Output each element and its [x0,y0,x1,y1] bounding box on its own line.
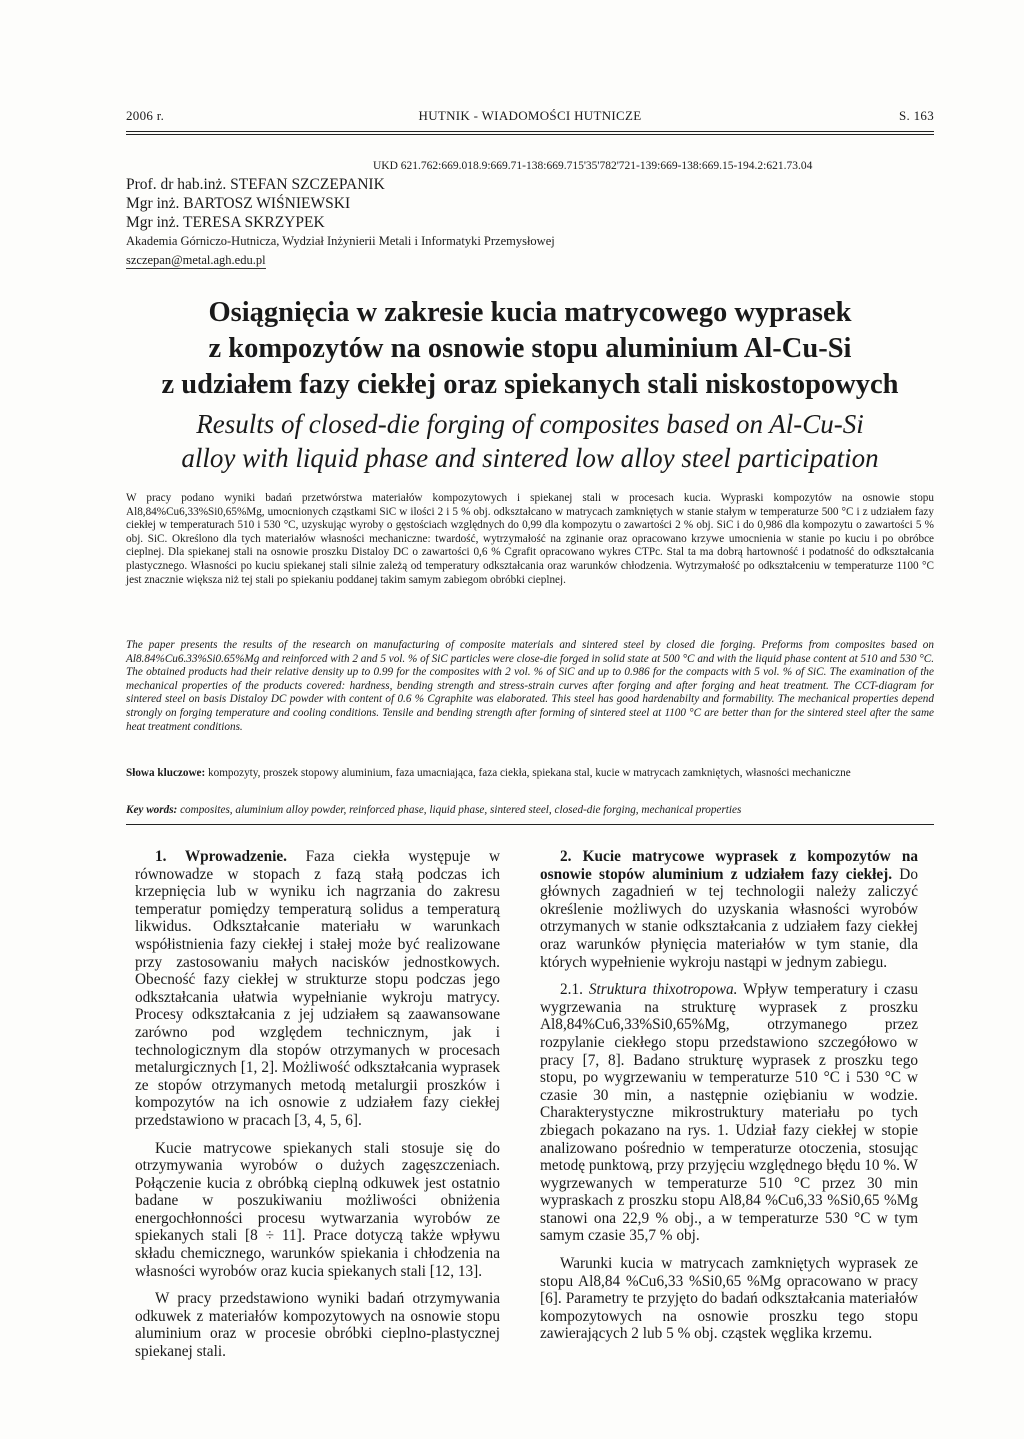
header-year: 2006 r. [126,108,165,123]
section-2-text-1: Do głównych zagadnień w tej technologii należy zaliczyć określenie możliwych do uzyskania własności wyrobów otrzymanych w stanie odkształcania z udziałem fazy ciekłej oraz warunków płynięcia materiałów w tym stanie, dla których wypełnienie wykroju nastąpi w jednym zabiegu. [540,865,918,971]
affiliation: Akademia Górniczo-Hutnicza, Wydział Inżynierii Metali i Informatyki Przemysłowej [126,234,555,248]
author-1: Prof. dr hab.inż. STEFAN SZCZEPANIK [126,176,385,193]
section-2-1-title: Struktura thixotropowa. [588,981,738,999]
abstract-polish: W pracy podano wyniki badań przetwórstwa materiałów kompozytowych i spiekanej stali w procesach kucia. Wypraski kompozytów na osnowie stopu Al8,84%Cu6,33%Si0,65%Mg, umocnionych cząstkami SiC w ilości 2 i 5 % obj. odkształcano w matrycach zamkniętych w stanie stałym w temperaturze 500 °C i z udziałem fazy ciekłej w temperaturach 510 i 530 °C, uzyskując wyroby o gęstościach względnych do 0,99 dla kompozytu o zawartości 2 % obj. SiC i do 0,986 dla kompozytu o zawartości 5 % obj. SiC. Określono dla tych materiałów własności mechaniczne: twardość, wytrzymałość na zginanie oraz opracowano krzywe umocnienia w stanie po kuciu i po obróbce cieplnej. Dla spiekanej stali na osnowie proszku Distaloy DC o zawartości 0,6 % Cgrafit opracowano wykres CTPc. Stal ta ma dobrą hartowność i podatność do odkształcania plastycznego. Własności po kuciu spiekanej stali silnie zależą od temperatury odkształcania oraz warunków chłodzenia. Wytrzymałość po odkształceniu w temperaturze 1100 °C jest znacznie większa niż tej stali po spiekaniu poddanej takim samym zabiegom obróbki cieplnej. [126,492,934,586]
section-1-paragraph-3: W pracy przedstawiono wyniki badań otrzymywania odkuwek z materiałów kompozytowych na osnowie stopu aluminium oraz w procesie obróbki cieplno-plastycznej spiekanej stali. [135,1290,500,1361]
title-en-line-2: alloy with liquid phase and sintered low alloy steel participation [181,443,879,473]
section-1-text-1: Faza ciekła występuje w równowadze w stopach z fazą stałą podczas ich krzepnięcia lub w wyniku ich nagrzania do zakresu temperatur pomiędzy temperaturą solidus a temperaturą likwidus. Odkształcanie materiału w warunkach współistnienia fazy ciekłej i stałej może być realizowane przy zastosowaniu małych nacisków jednostkowych. Obecność fazy ciekłej w strukturze stopu podczas jego odkształcania ułatwia wypełnianie wykroju matrycy. Procesy odkształcania z jej udziałem są zaawansowane zarówno pod względem technicznym, jak i technologicznym dla stopów otrzymanych w procesach metalurgicznych [1, 2]. Możliwość odkształcania wyprasek ze stopów otrzymanych metodą metalurgii proszków i kompozytów na ich osnowie z udziałem fazy ciekłej przedstawiono w pracach [3, 4, 5, 6]. [135,848,501,1129]
title-pl-line-2: z kompozytów na osnowie stopu aluminium Al-Cu-Si [208,333,852,364]
title-pl-line-1: Osiągnięcia w zakresie kucia matrycowego wyprasek [208,297,852,328]
affiliation-block [126,232,555,270]
keywords-pl-label: Słowa kluczowe: [126,767,206,779]
header-page-number: S. 163 [898,108,934,123]
keywords-polish [126,767,934,781]
abstract-divider [126,824,934,825]
keywords-en-label: Key words: [126,804,178,816]
section-1-heading: 1. Wprowadzenie. [155,848,287,865]
section-2-1-text-1: Wpływ temperatury i czasu wygrzewania na strukturę wyprasek z proszku Al8,84%Cu6,33%Si0,65%Mg, otrzymanego przez rozpylanie ciekłego stopu przedstawiono szczegółowo w pracy [7, 8]. Badano strukturę wyprasek z proszku tego stopu, po wygrzewaniu w temperaturze 510 °C i 530 °C w czasie 30 min, a następnie oziębianiu w wodzie. Charakterystyczne mikrostruktury materiału po tych zbiegach pokazano na rys. 1. Udział fazy ciekłej w stopie analizowano pośrednio w temperaturze otoczenia, stosując metodę punktową, przy przyjęciu względnego błędu 10 %. W wygrzewanych w temperaturze 510 °C przez 30 min wypraskach z proszku stopu Al8,84 %Cu6,33 %Si0,65 %Mg stanowi ona 22,9 % obj., a w temperaturze 530 °C w tym samym czasie 35,7 % obj. [540,981,918,1245]
author-2: Mgr inż. BARTOSZ WIŚNIEWSKI [126,195,351,212]
ukd-classification: UKD 621.762:669.018.9:669.71-138:669.715'35'782'721-139:669-138:669.15-194.2:621.73.04 [373,160,813,172]
section-2-heading: 2. Kucie matrycowe wyprasek z kompozytów na osnowie stopów aluminium z udziałem fazy ciekłej. [540,848,918,883]
title-english [110,407,950,475]
section-2-paragraph-1 [540,848,918,971]
author-email[interactable]: szczepan@metal.agh.edu.pl [126,253,266,267]
author-list [126,175,385,232]
body-column-right [540,848,918,1353]
keywords-english [126,804,934,818]
header-rule-bottom [126,134,934,135]
author-3: Mgr inż. TERESA SKRZYPEK [126,214,325,231]
abstract-english: The paper presents the results of the research on manufacturing of composite materials and sintered steel by closed die forging. Preforms from composites based on Al8.84%Cu6.33%Si0.65%Mg and reinforced with 2 and 5 vol. % of SiC particles were close-die forged in solid state at 500 °C and with the liquid phase content at 510 and 530 °C. The obtained products had their relative density up to 0.99 for the composites with 2 vol. % of SiC and up to 0.986 for the compacts with 5 vol. % of SiC. The examination of the mechanical properties of the products covered: hardness, bending strength and stress-strain curves after forging and after forging and heat treatment. The CCT-diagram for sintered steel on basis Distaloy DC powder with content of 0.6 % Cgraphite was elaborated. This steel has good hardenabilty and formability. The mechanical properties depend strongly on forging temperature and cooling conditions. Tensile and bending strength after forming of sintered steel at 1100 °C are better than for the sintered steel after the same heat treatment conditions. [126,639,934,733]
section-2-1-paragraph-1 [540,981,918,1245]
running-header [126,108,934,130]
header-journal: HUTNIK - WIADOMOŚCI HUTNICZE [418,108,642,123]
keywords-en-text: composites, aluminium alloy powder, reinforced phase, liquid phase, sintered steel, closed-die forging, mechanical properties [180,804,742,816]
section-2-1-number: 2.1. [560,981,583,999]
section-1-paragraph-2: Kucie matrycowe spiekanych stali stosuje się do otrzymywania wyrobów o dużych zagęszczeniach. Połączenie kucia z obróbką cieplną odkuwek jest ostatnio badane w poszukiwaniu możliwości obniżenia energochłonności procesu wytwarzania wyrobów ze spiekanych stali [8 ÷ 11]. Prace dotyczą także wpływu składu chemicznego, warunków spiekania i chłodzenia na własności wyrobów oraz kucia spiekanych stali [12, 13]. [135,1139,500,1280]
header-rule-top [126,131,934,132]
section-1-paragraph-1 [135,848,500,1130]
title-pl-line-3: z udziałem fazy ciekłej oraz spiekanych stali niskostopowych [161,369,899,400]
keywords-pl-text: kompozyty, proszek stopowy aluminium, faza umacniająca, faza ciekła, spiekana stal, kucie w matrycach zamkniętych, własności mechaniczne [208,767,851,779]
title-polish [110,295,950,403]
title-en-line-1: Results of closed-die forging of composites based on Al-Cu-Si [196,409,864,439]
section-2-1-paragraph-2: Warunki kucia w matrycach zamkniętych wyprasek ze stopu Al8,84 %Cu6,33 %Si0,65 %Mg opracowano w pracy [6]. Parametry te przyjęto do badań odkształcania materiałów kompozytowych na osnowie proszku tego stopu zawierających 2 lub 5 % obj. cząstek węglika krzemu. [540,1255,918,1343]
body-column-left [135,848,500,1371]
